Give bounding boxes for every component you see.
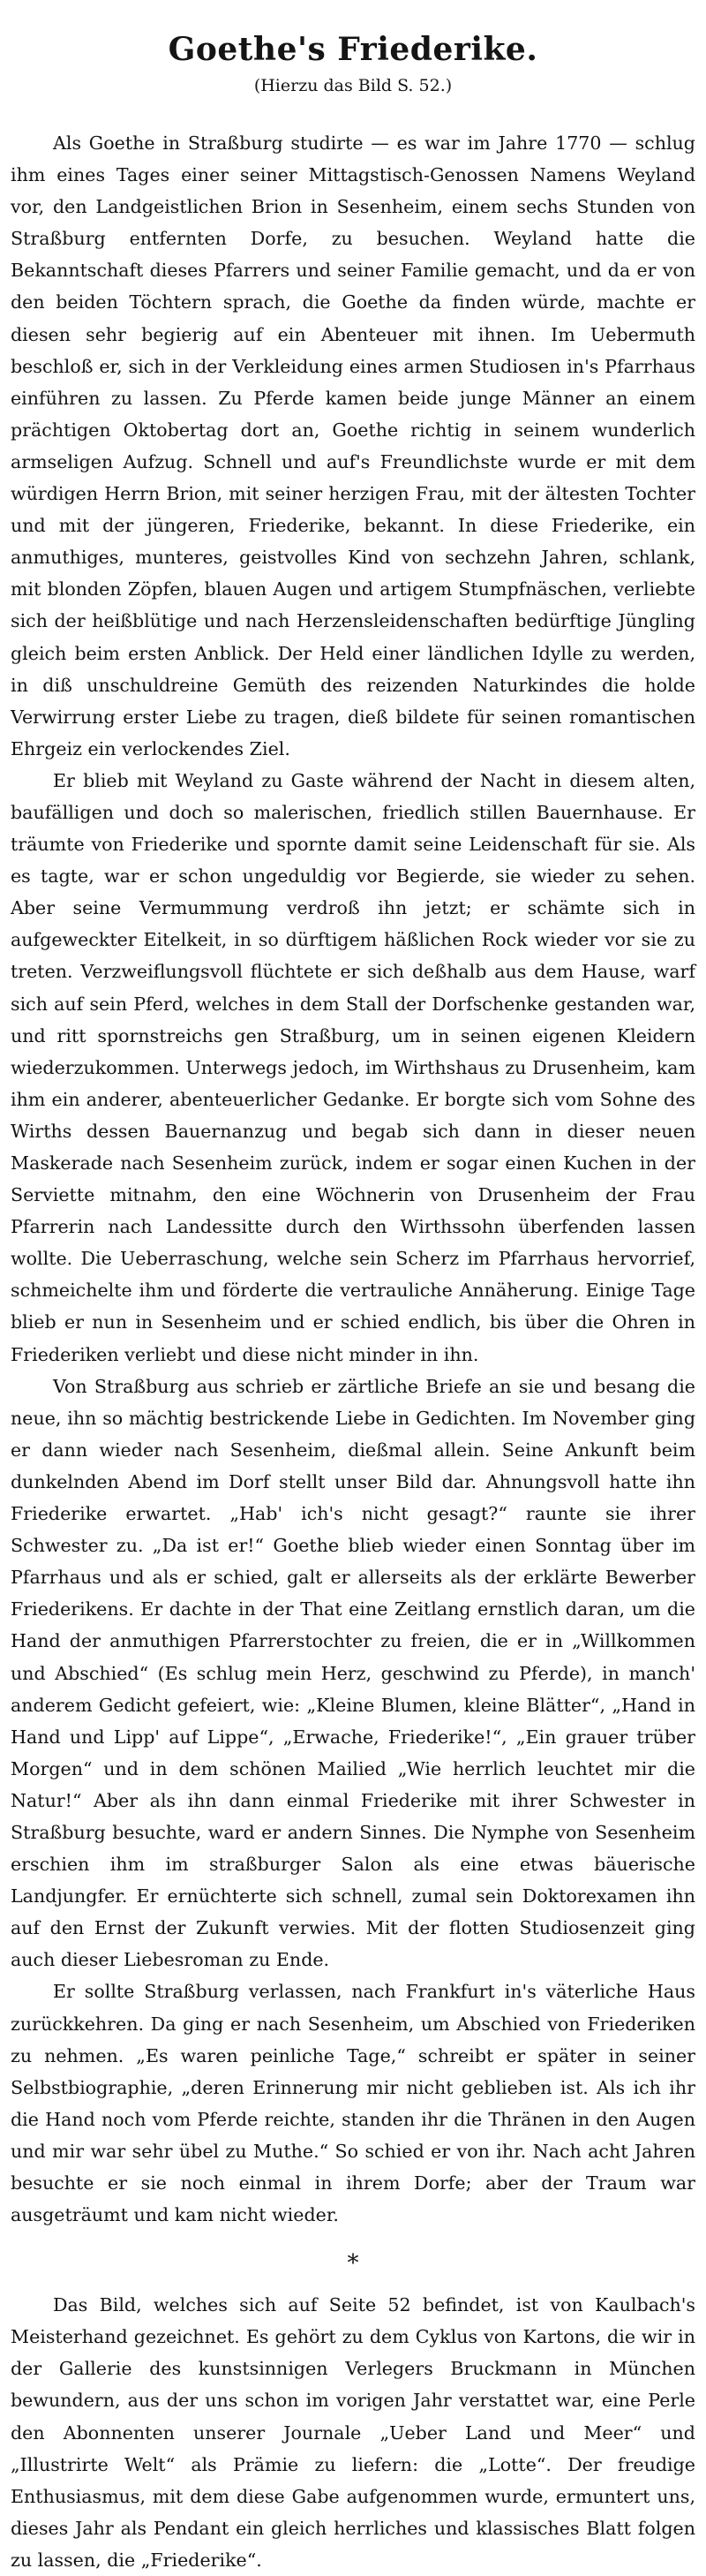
- article-paragraph-4: Er sollte Straßburg verlassen, nach Frankfurt in's väterliche Haus zurückkehren. Da ging er nach Sesenheim, um Abschied von Friederiken zu nehmen. „Es waren peinliche Tage,“ schreibt er später in seiner Selbstbiographie, „deren Erinnerung mir nicht geblieben ist. Als ich ihr die Hand noch vom Pferde reichte, standen ihr die Thränen in den Augen und mir war sehr übel zu Muthe.“ So schied er von ihr. Nach acht Jahren besuchte er sie noch einmal in ihrem Dorfe; aber der Traum war ausgeträumt und kam nicht wieder.: [11, 1981, 695, 2226]
- section-separator: *: [347, 2250, 359, 2278]
- article-title: Goethe's Friederike.: [168, 31, 538, 68]
- closing-paragraph: Das Bild, welches sich auf Seite 52 befindet, ist von Kaulbach's Meisterhand gezeichnet. Es gehört zu dem Cyklus von Kartons, die wir in der Gallerie des kunstsinnigen Verlegers Bruckmann in München bewundern, aus der uns schon im vorigen Jahr verstattet war, eine Perle den Abonnenten unserer Journale „Ueber Land und Meer“ und „Illustrirte Welt“ als Prämie zu liefern: die „Lotte“. Der freudige Enthusiasmus, mit dem diese Gabe aufgenommen wurde, ermuntert uns, dieses Jahr als Pendant ein gleich herrliches und klassisches Blatt folgen zu lassen, die „Friederike“.: [11, 2294, 695, 2571]
- article-page: [11, 30, 695, 2576]
- article-paragraph-2: Er blieb mit Weyland zu Gaste während der Nacht in diesem alten, baufälligen und doch so malerischen, friedlich stillen Bauernhause. Er träumte von Friederike und spornte damit seine Leidenschaft für sie. Als es tagte, war er schon ungeduldig vor Begierde, sie wieder zu sehen. Aber seine Vermummung verdroß ihn jetzt; er schämte sich in aufgeweckter Eitelkeit, in so dürftigem häßlichen Rock wieder vor sie zu treten. Verzweiflungsvoll flüchtete er sich deßhalb aus dem Hause, warf sich auf sein Pferd, welches in dem Stall der Dorfschenke gestanden war, und ritt spornstreichs gen Straßburg, um in seinen eigenen Kleidern wiederzukommen. Unterwegs jedoch, im Wirthshaus zu Drusenheim, kam ihm ein anderer, abenteuerlicher Gedanke. Er borgte sich vom Sohne des Wirths dessen Bauernanzug und begab sich dann in dieser neuen Maskerade nach Sesenheim zurück, indem er sogar einen Kuchen in der Serviette mitnahm, den eine Wöchnerin von Drusenheim der Frau Pfarrerin nach Landessitte durch den Wirthssohn überfenden lassen wollte. Die Ueberraschung, welche sein Scherz im Pfarrhaus hervorrief, schmeichelte ihm und förderte die vertrauliche Annäherung. Einige Tage blieb er nun in Sesenheim und er schied endlich, bis über die Ohren in Friederiken verliebt und diese nicht minder in ihn.: [11, 769, 695, 1365]
- article-paragraph-3: Von Straßburg aus schrieb er zärtliche Briefe an sie und besang die neue, ihn so mächtig bestrickende Liebe in Gedichten. Im November ging er dann wieder nach Sesenheim, dießmal allein. Seine Ankunft beim dunkelnden Abend im Dorf stellt unser Bild dar. Ahnungsvoll hatte ihn Friederike erwartet. „Hab' ich's nicht gesagt?“ raunte sie ihrer Schwester zu. „Da ist er!“ Goethe blieb wieder einen Sonntag über im Pfarrhaus und als er schied, galt er allerseits als der erklärte Bewerber Friederikens. Er dachte in der That eine Zeitlang ernstlich daran, um die Hand der anmuthigen Pfarrerstochter zu freien, die er in „Willkommen und Abschied“ (Es schlug mein Herz, geschwind zu Pferde), in manch' anderem Gedicht gefeiert, wie: „Kleine Blumen, kleine Blätter“, „Hand in Hand und Lipp' auf Lippe“, „Erwache, Friederike!“, „Ein grauer trüber Morgen“ und in dem schönen Mailied „Wie herrlich leuchtet mir die Natur!“ Aber als ihn dann einmal Friederike mit ihrer Schwester in Straßburg besuchte, ward er andern Sinnes. Die Nymphe von Sesenheim erschien ihm im straßburger Salon als eine etwas bäuerische Landjungfer. Er ernüchterte sich schnell, zumal sein Doktorexamen ihn auf den Ernst der Zukunft verwies. Mit der flotten Studiosenzeit ging auch dieser Liebesroman zu Ende.: [11, 1375, 695, 1971]
- article-subtitle: (Hierzu das Bild S. 52.): [253, 76, 453, 95]
- article-paragraph-1: Als Goethe in Straßburg studirte — es war im Jahre 1770 — schlug ihm eines Tages einer seiner Mittagstisch-Genossen Namens Weyland vor, den Landgeistlichen Brion in Sesenheim, einem sechs Stunden von Straßburg entfernten Dorfe, zu besuchen. Weyland hatte die Bekanntschaft dieses Pfarrers und seiner Familie gemacht, und da er von den beiden Töchtern sprach, die Goethe da finden würde, machte er diesen sehr begierig auf ein Abenteuer mit ihnen. Im Uebermuth beschloß er, sich in der Verkleidung eines armen Studiosen in's Pfarrhaus einführen zu lassen. Zu Pferde kamen beide junge Männer an einem prächtigen Oktobertag dort an, Goethe richtig in seinem wunderlich armseligen Aufzug. Schnell und auf's Freundlichste wurde er mit dem würdigen Herrn Brion, mit seiner herzigen Frau, mit der ältesten Tochter und mit der jüngeren, Friederike, bekannt. In diese Friederike, ein anmuthiges, munteres, geistvolles Kind von sechzehn Jahren, schlank, mit blonden Zöpfen, blauen Augen und artigem Stumpfnäschen, verliebte sich der heißblütige und nach Herzensleidenschaften bedürftige Jüngling gleich beim ersten Anblick. Der Held einer ländlichen Idylle zu werden, in diß unschuldreine Gemüth des reizenden Naturkindes die holde Verwirrung erster Liebe zu tragen, dieß bildete für seinen romantischen Ehrgeiz ein verlockendes Ziel.: [11, 132, 695, 759]
